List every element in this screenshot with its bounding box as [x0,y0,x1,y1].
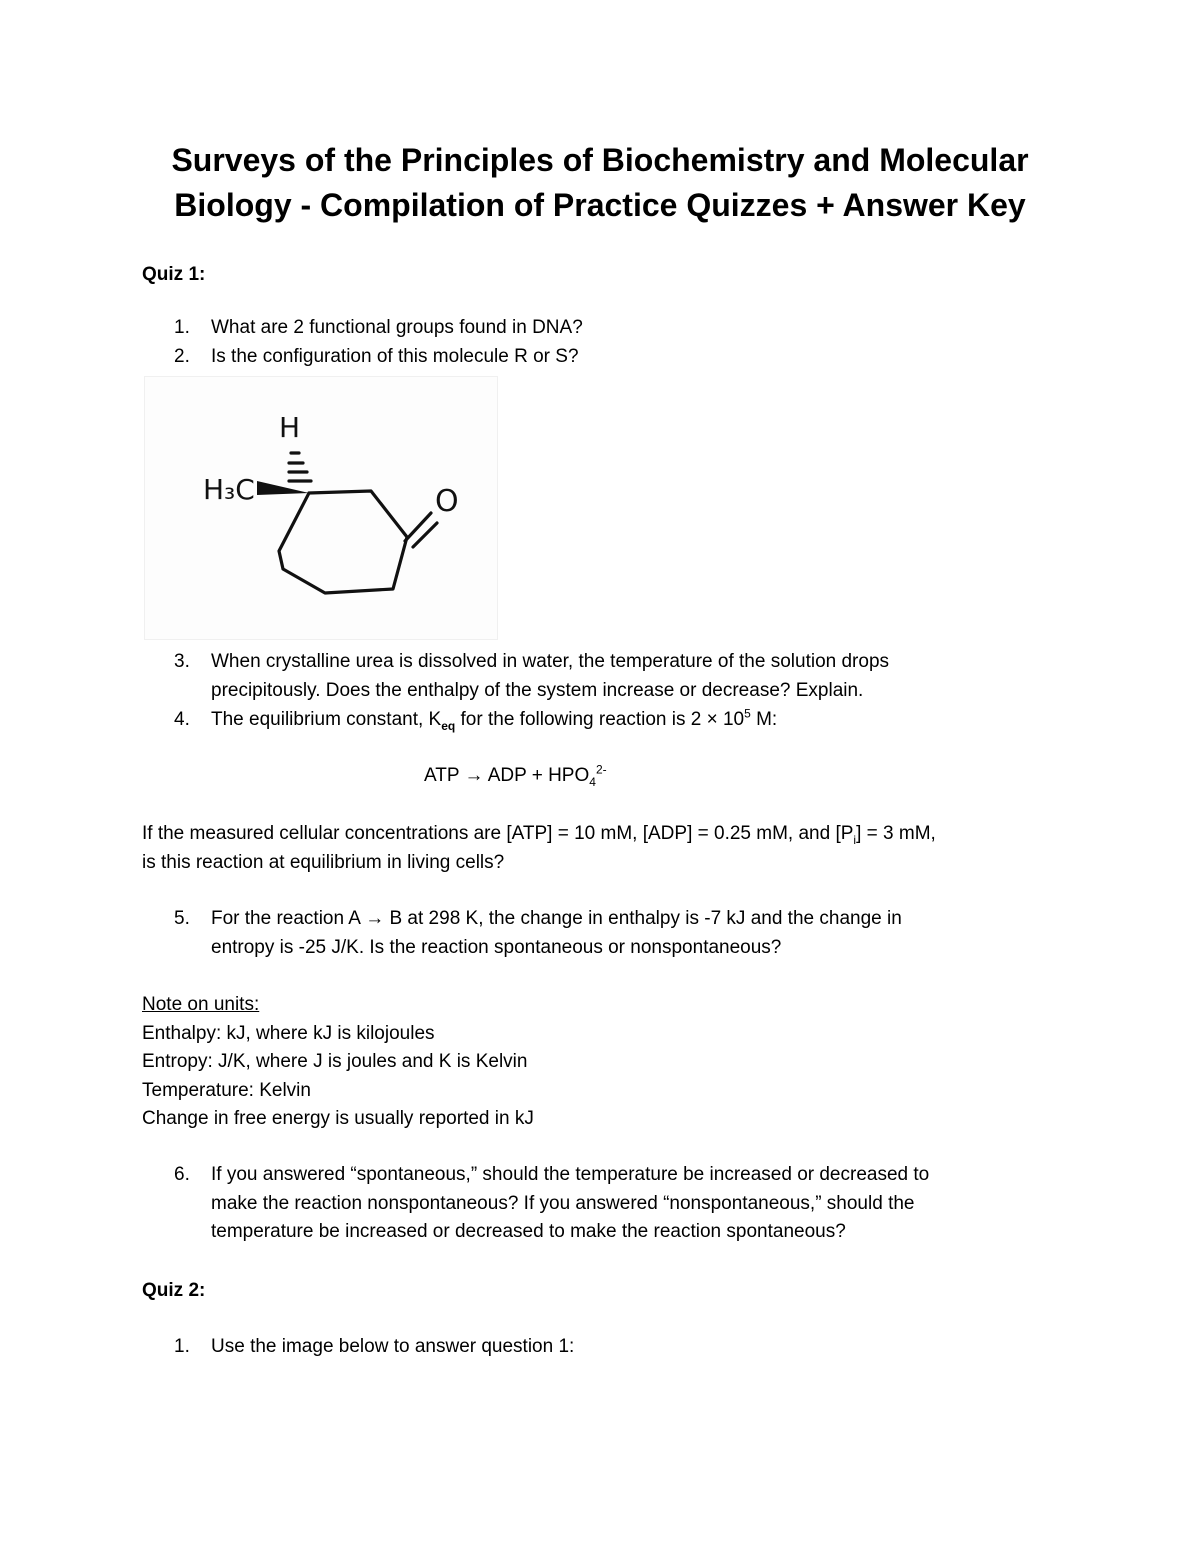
question-line: entropy is -25 J/K. Is the reaction spontaneous or nonspontaneous? [211,936,782,958]
title-line-2: Biology - Compilation of Practice Quizzes + Answer Key [174,187,1026,223]
equation-text: ATP → ADP + HPO [424,765,590,786]
question-line: For the reaction A → B at 298 K, the change in enthalpy is -7 kJ and the change in [211,908,902,929]
question-number: 5. [174,908,190,929]
title-line-1: Surveys of the Principles of Biochemistry and Molecular [171,142,1029,178]
reaction-equation [424,762,607,791]
question-text [211,648,1061,705]
molecule-drawing [144,376,498,640]
question-text [211,905,1061,962]
note-line: Change in free energy is usually reported in kJ [142,1108,534,1129]
question-text [211,706,1061,735]
ring-bonds [279,491,407,593]
question-line: If you answered “spontaneous,” should the temperature be increased or decreased to [211,1164,930,1185]
document-title [100,138,1100,228]
units-note [142,991,1072,1134]
note-title: Note on units: [142,994,260,1015]
note-line: Enthalpy: kJ, where kJ is kilojoules [142,1022,435,1044]
keq-subscript: eq [441,718,456,733]
question-number: 6. [174,1164,190,1185]
question-text: Is the configuration of this molecule R or S? [211,346,579,367]
text-segment: for the following reaction is 2 × 10 [455,709,745,730]
cyclohexanone-structure [145,377,499,641]
question-line: precipitously. Does the enthalpy of the system increase or decrease? Explain. [211,679,864,701]
question-text: Use the image below to answer question 1: [211,1336,575,1357]
question-text: What are 2 functional groups found in DNA? [211,317,583,338]
carbonyl-bond-1 [405,513,431,541]
question-number: 1. [174,1336,190,1357]
concentration-paragraph [142,820,1072,877]
label-h3c: H₃C [203,473,255,506]
equation-superscript: 2- [595,762,607,777]
exponent: 5 [744,706,751,721]
question-line: temperature be increased or decreased to make the reaction spontaneous? [211,1221,846,1242]
question-number: 1. [174,317,190,338]
text-segment: The equilibrium constant, K [211,709,442,730]
question-number: 2. [174,346,190,367]
question-text [211,1161,1061,1247]
question-number: 4. [174,709,190,730]
text-segment: ] = 3 mM, [856,823,936,844]
note-line: Temperature: Kelvin [142,1079,311,1101]
question-number: 3. [174,651,190,672]
text-segment: is this reaction at equilibrium in living cells? [142,851,505,873]
solid-wedge [257,481,309,495]
quiz-1-heading: Quiz 1: [142,264,206,285]
question-line: make the reaction nonspontaneous? If you answered “nonspontaneous,” should the [211,1192,915,1214]
equation-subscript: 4 [589,774,596,789]
question-line: When crystalline urea is dissolved in water, the temperature of the solution drops [211,651,890,672]
text-segment: M: [750,709,778,730]
pi-subscript: i [853,832,857,847]
quiz-2-heading: Quiz 2: [142,1280,206,1301]
note-line: Entropy: J/K, where J is joules and K is Kelvin [142,1051,528,1072]
label-o: O [435,484,459,519]
text-segment: If the measured cellular concentrations are [ATP] = 10 mM, [ADP] = 0.25 mM, and [P [142,823,854,844]
label-h: H [279,411,301,444]
